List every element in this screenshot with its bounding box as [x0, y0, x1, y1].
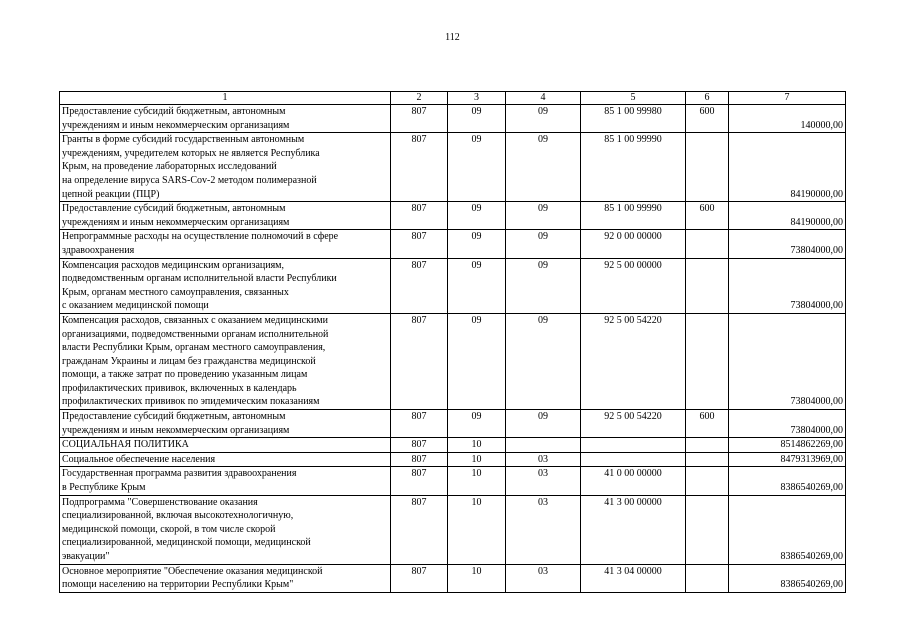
expense-type-cell [686, 438, 729, 453]
row-name-cell [60, 564, 391, 592]
target-article-cell: 85 1 00 99980 [581, 105, 686, 133]
section-code-cell: 09 [448, 410, 506, 438]
target-article-cell: 41 0 00 00000 [581, 467, 686, 495]
row-name-text: СОЦИАЛЬНАЯ ПОЛИТИКА [62, 439, 189, 451]
subsection-code-cell: 03 [506, 495, 581, 564]
amount-cell: 84190000,00 [729, 133, 846, 202]
row-name-text: Компенсация расходов, связанных с оказанием медицинскими организациями, подведомственными органам исполнительной власти Республики Крым, органам местного самоуправления, гражданам Украины и лицам без гражданства медицинской помощи, а также затрат по проведению указанным лицам профилактических прививок, включенных в календарь профилактических прививок по эпидемическим показаниям [62, 314, 329, 408]
subsection-code-cell: 03 [506, 564, 581, 592]
header-cell: 6 [686, 92, 729, 105]
amount-cell: 73804000,00 [729, 230, 846, 258]
row-name-cell [60, 258, 391, 313]
subsection-code-cell: 09 [506, 202, 581, 230]
expense-type-cell [686, 313, 729, 409]
row-name-cell [60, 313, 391, 409]
row-name-text: Основное мероприятие "Обеспечение оказания медицинской помощи населению на территории Республики Крым" [62, 565, 323, 591]
row-name-text: Предоставление субсидий бюджетным, автономным учреждениям и иным некоммерческим организациям [62, 106, 290, 131]
target-article-cell: 92 5 00 00000 [581, 258, 686, 313]
section-code-cell: 09 [448, 202, 506, 230]
section-code-cell: 10 [448, 438, 506, 453]
amount-cell: 73804000,00 [729, 410, 846, 438]
table-row [60, 133, 846, 202]
subsection-code-cell: 03 [506, 452, 581, 467]
table-row [60, 438, 846, 453]
section-code-cell: 10 [448, 467, 506, 495]
section-code-cell: 09 [448, 133, 506, 202]
expense-type-cell: 600 [686, 202, 729, 230]
ved-code-cell: 807 [391, 564, 448, 592]
amount-cell: 8479313969,00 [729, 452, 846, 467]
row-name-cell [60, 438, 391, 453]
header-cell: 5 [581, 92, 686, 105]
row-name-cell [60, 105, 391, 133]
row-name-cell [60, 202, 391, 230]
amount-cell: 8386540269,00 [729, 564, 846, 592]
table-row [60, 452, 846, 467]
row-name-cell [60, 495, 391, 564]
row-name-text: Государственная программа развития здравоохранения в Республике Крым [62, 468, 297, 494]
table-row [60, 495, 846, 564]
header-cell: 1 [60, 92, 391, 105]
ved-code-cell: 807 [391, 258, 448, 313]
subsection-code-cell: 09 [506, 410, 581, 438]
expense-type-cell [686, 452, 729, 467]
row-name-text: Непрограммные расходы на осуществление полномочий в сфере здравоохранения [62, 231, 339, 256]
header-cell: 3 [448, 92, 506, 105]
target-article-cell [581, 452, 686, 467]
expense-type-cell: 600 [686, 410, 729, 438]
table-row [60, 467, 846, 495]
expense-type-cell [686, 467, 729, 495]
row-name-cell [60, 410, 391, 438]
amount-cell: 73804000,00 [729, 258, 846, 313]
ved-code-cell: 807 [391, 452, 448, 467]
target-article-cell: 85 1 00 99990 [581, 133, 686, 202]
budget-table [59, 91, 846, 593]
section-code-cell: 09 [448, 258, 506, 313]
amount-cell: 8514862269,00 [729, 438, 846, 453]
amount-cell: 8386540269,00 [729, 495, 846, 564]
table-row [60, 564, 846, 592]
table-row [60, 410, 846, 438]
target-article-cell [581, 438, 686, 453]
row-name-text: Предоставление субсидий бюджетным, автономным учреждениям и иным некоммерческим организациям [62, 203, 290, 228]
page-number: 112 [445, 32, 460, 43]
subsection-code-cell: 09 [506, 258, 581, 313]
row-name-cell [60, 133, 391, 202]
expense-type-cell [686, 564, 729, 592]
row-name-text: Компенсация расходов медицинским организациям, подведомственным органам исполнительной власти Республики Крым, органам местного самоуправления, связанных с оказанием медицинской помощи [62, 259, 337, 312]
section-code-cell: 10 [448, 452, 506, 467]
target-article-cell: 41 3 04 00000 [581, 564, 686, 592]
target-article-cell: 92 0 00 00000 [581, 230, 686, 258]
section-code-cell: 09 [448, 230, 506, 258]
amount-cell: 84190000,00 [729, 202, 846, 230]
row-name-cell [60, 230, 391, 258]
ved-code-cell: 807 [391, 202, 448, 230]
target-article-cell: 85 1 00 99990 [581, 202, 686, 230]
amount-cell: 73804000,00 [729, 313, 846, 409]
section-code-cell: 09 [448, 105, 506, 133]
subsection-code-cell: 09 [506, 133, 581, 202]
table-row [60, 230, 846, 258]
ved-code-cell: 807 [391, 133, 448, 202]
expense-type-cell [686, 230, 729, 258]
header-cell: 4 [506, 92, 581, 105]
table-row [60, 313, 846, 409]
ved-code-cell: 807 [391, 230, 448, 258]
row-name-text: Гранты в форме субсидий государственным автономным учреждениям, учредителем которых не является Республика Крым, на проведение лабораторных исследований на определение вируса SARS-Cov-2 методом полимеразной цепной реакции (ПЦР) [62, 134, 320, 200]
amount-cell: 140000,00 [729, 105, 846, 133]
target-article-cell: 41 3 00 00000 [581, 495, 686, 564]
row-name-cell [60, 452, 391, 467]
subsection-code-cell: 09 [506, 105, 581, 133]
expense-type-cell [686, 258, 729, 313]
expense-type-cell [686, 495, 729, 564]
expense-type-cell: 600 [686, 105, 729, 133]
amount-cell: 8386540269,00 [729, 467, 846, 495]
table-row [60, 105, 846, 133]
header-cell: 2 [391, 92, 448, 105]
table-row [60, 202, 846, 230]
ved-code-cell: 807 [391, 467, 448, 495]
subsection-code-cell [506, 438, 581, 453]
row-name-text: Предоставление субсидий бюджетным, автономным учреждениям и иным некоммерческим организациям [62, 411, 290, 436]
row-name-text: Подпрограмма "Совершенствование оказания специализированной, включая высокотехнологичную, медицинской помощи, скорой, в том числе скорой специализированной, медицинской помощи, медицинской эвакуации" [62, 496, 311, 562]
table-header-row [60, 92, 846, 105]
row-name-cell [60, 467, 391, 495]
target-article-cell: 92 5 00 54220 [581, 410, 686, 438]
section-code-cell: 09 [448, 313, 506, 409]
ved-code-cell: 807 [391, 313, 448, 409]
expense-type-cell [686, 133, 729, 202]
subsection-code-cell: 03 [506, 467, 581, 495]
ved-code-cell: 807 [391, 438, 448, 453]
target-article-cell: 92 5 00 54220 [581, 313, 686, 409]
subsection-code-cell: 09 [506, 313, 581, 409]
subsection-code-cell: 09 [506, 230, 581, 258]
section-code-cell: 10 [448, 495, 506, 564]
table-row [60, 258, 846, 313]
section-code-cell: 10 [448, 564, 506, 592]
ved-code-cell: 807 [391, 410, 448, 438]
ved-code-cell: 807 [391, 105, 448, 133]
header-cell: 7 [729, 92, 846, 105]
row-name-text: Социальное обеспечение населения [62, 453, 216, 465]
ved-code-cell: 807 [391, 495, 448, 564]
